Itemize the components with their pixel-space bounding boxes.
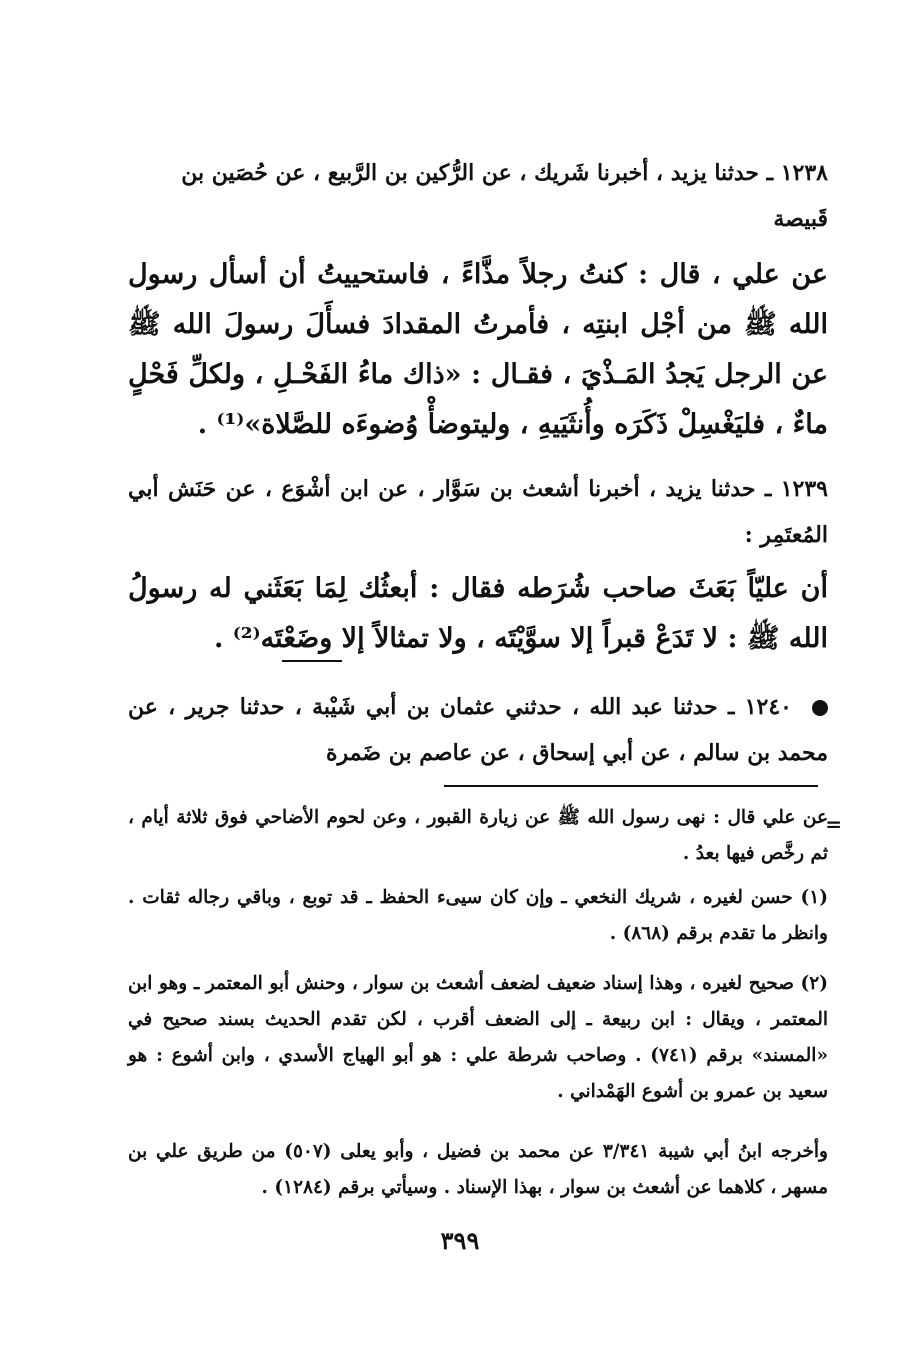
footnote-2: (٢) صحيح لغيره ، وهذا إسناد ضعيف لضعف أشعث بن سوار ، وحنش أبو المعتمر ـ وهو ابن المعتمر ، ويقال : ابن ربيعة ـ إلى الضعف أقرب ، لكن تقدم الحديث بسند صحيح في «المسند» برقم (٧٤١) . وصاحب شرطة علي : هو أبو الهياج الأسدي ، وابن أشوع : هو سعيد بن عمرو بن أشوع الهَمْداني . (128, 973, 829, 1102)
hadith-1240-chain-text: ١٢٤٠ ـ حدثنا عبد الله ، حدثني عثمان بن أبي شَيْبة ، حدثنا جرير ، عن محمد بن سالم ، عن أبي إسحاق ، عن عاصم بن ضَمرة (128, 694, 828, 766)
hadith-1238-chain (128, 150, 828, 242)
hadith-1239-chain: ١٢٣٩ ـ حدثنا يزيد ، أخبرنا أشعث بن سَوَّار ، عن ابن أشْوَع ، عن حَنَش أبي المُعتَمِر : (128, 476, 828, 548)
footnote-2-continued: وأخرجه ابنُ أبي شيبة ٣/٣٤١ عن محمد بن فضيل ، وأبو يعلى (٥٠٧) من طريق علي بن مسهر ، كلاهما عن أشعث بن سوار ، بهذا الإسناد . وسيأتي برقم (١٢٨٤) . (128, 1141, 828, 1198)
hadith-1240-chain (128, 684, 828, 776)
hadith-1238-chain-line-1: ١٢٣٨ ـ حدثنا يزيد ، أخبرنا شَريك ، عن الرُّكين بن الرَّبيع ، عن حُصَين بن (181, 160, 828, 186)
bullet-icon (812, 700, 828, 716)
hadith-1239-text: أن عليّاً بَعَثَ صاحب شُرَطه فقال : أبعثُك لِمَا بَعَثَني له رسولُ الله ﷺ : لا تَدَعْ قبراً إلا سوَّيْتَه ، ولا تمثالاً إلا وضَعْتَه⁽²⁾ . (128, 573, 828, 654)
footnote-continued: عن علي قال : نهى رسول الله ﷺ عن زيارة القبور ، وعن لحوم الأضاحي فوق ثلاثة أيام ، ثم رخَّص فيها بعدُ . (128, 807, 828, 864)
text-underline (282, 660, 342, 662)
page-number: ٣٩٩ (440, 1226, 480, 1255)
footnote-separator (444, 785, 818, 787)
footnote-1: (١) حسن لغيره ، شريك النخعي ـ وإن كان سيىء الحفظ ـ قد توبع ، وباقي رجاله ثقات . وانظر ما تقدم برقم (٨٦٨) . (128, 887, 828, 944)
hadith-1238-chain-line-2: قَبيصة (773, 206, 828, 232)
continuation-mark: = (825, 812, 842, 836)
hadith-1238-text: عن علي ، قال : كنتُ رجلاً مذَّاءً ، فاستحييتُ أن أسأل رسول الله ﷺ من أجْل ابنتِه ، فأمرتُ المقدادَ فسأَلَ رسولَ الله ﷺ عن الرجل يَجدُ المَـذْيَ ، فقـال : «ذاك ماءُ الفَحْـلِ ، ولكلِّ فَحْلٍ ماءٌ ، فليَغْسِلْ ذَكَرَه وأُنثَيَيهِ ، وليتوضأْ وُضوءَه للصَّلاة»⁽¹⁾ . (128, 259, 828, 440)
